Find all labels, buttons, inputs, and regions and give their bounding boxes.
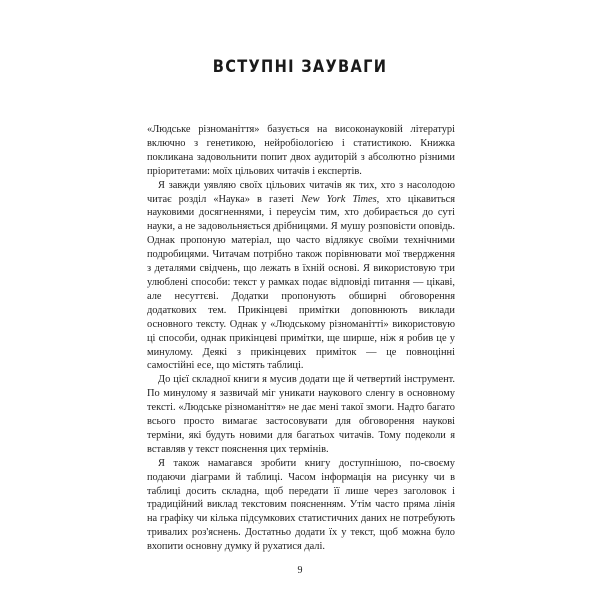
paragraph-4: Я також намагався зробити книгу доступнішою, по-своєму подаючи діаграми й таблиці. Часом інформація на рисунку чи в таблиці досить складна, щоб передати її лише через заголовок і традиційний виклад текстовим поясненням. Утім часто пряма лінія на графіку чи кілька підсумкових статистичних даних не потребують тривалих роз'яснень. Достатньо додати їх у текст, щоб можна було вхопити основну думку й рухатися далі. <box>147 457 455 553</box>
body-text <box>147 123 455 554</box>
paragraph-2: Я завжди уявляю своїх цільових читачів як тих, хто з насолодою читає розділ «Наука» в газеті New York Times, хто цікавиться науковими досягненнями, і переусім тим, хто добирається до суті науки, а не задовольняється дрібницями. Я мушу розповісти оповідь. Однак пропоную матеріал, що часто відлякує своїми технічними подробицями. Читачам потрібно також порівнювати мої твердження з деталями свідчень, що лежать в їхній основі. Я використовую три улюблені способи: текст у рамках подає відповіді питання — цікаві, але несуттєві. Додатки пропонують обширні обговорення додаткових тем. Прикінцеві примітки доповнюють виклади основного тексту. Однак у «Людському різноманітті» використовую ці способи, однак прикінцеві примітки, ще ширше, ніж я робив це у минулому. Деякі з прикінцевих приміток — це повноцінні самостійні есе, що містять таблиці. <box>147 179 455 372</box>
page-number: 9 <box>297 565 303 576</box>
paragraph-3: До цієї складної книги я мусив додати ще й четвертий інструмент. По минулому я зазвичай міг уникати наукового сленгу в основному тексті. «Людське різноманіття» не дає мені такої змоги. Надто багато всього просто вимагає застосовувати для обговорення наукові терміни, які будуть новими для багатьох читачів. Тому подеколи я вставляв у текст пояснення цих термінів. <box>147 374 455 455</box>
page-title: ВСТУПНІ ЗАУВАГИ <box>212 57 388 77</box>
newspaper-name: New York Times <box>301 193 377 205</box>
paragraph-1: «Людське різноманіття» базується на високонауковій літературі включно з генетикою, нейробіологією і статистикою. Книжка покликана задовольнити попит двох аудиторій з абсолютно різними пріоритетами: моїх цільових читачів і експертів. <box>147 124 455 177</box>
